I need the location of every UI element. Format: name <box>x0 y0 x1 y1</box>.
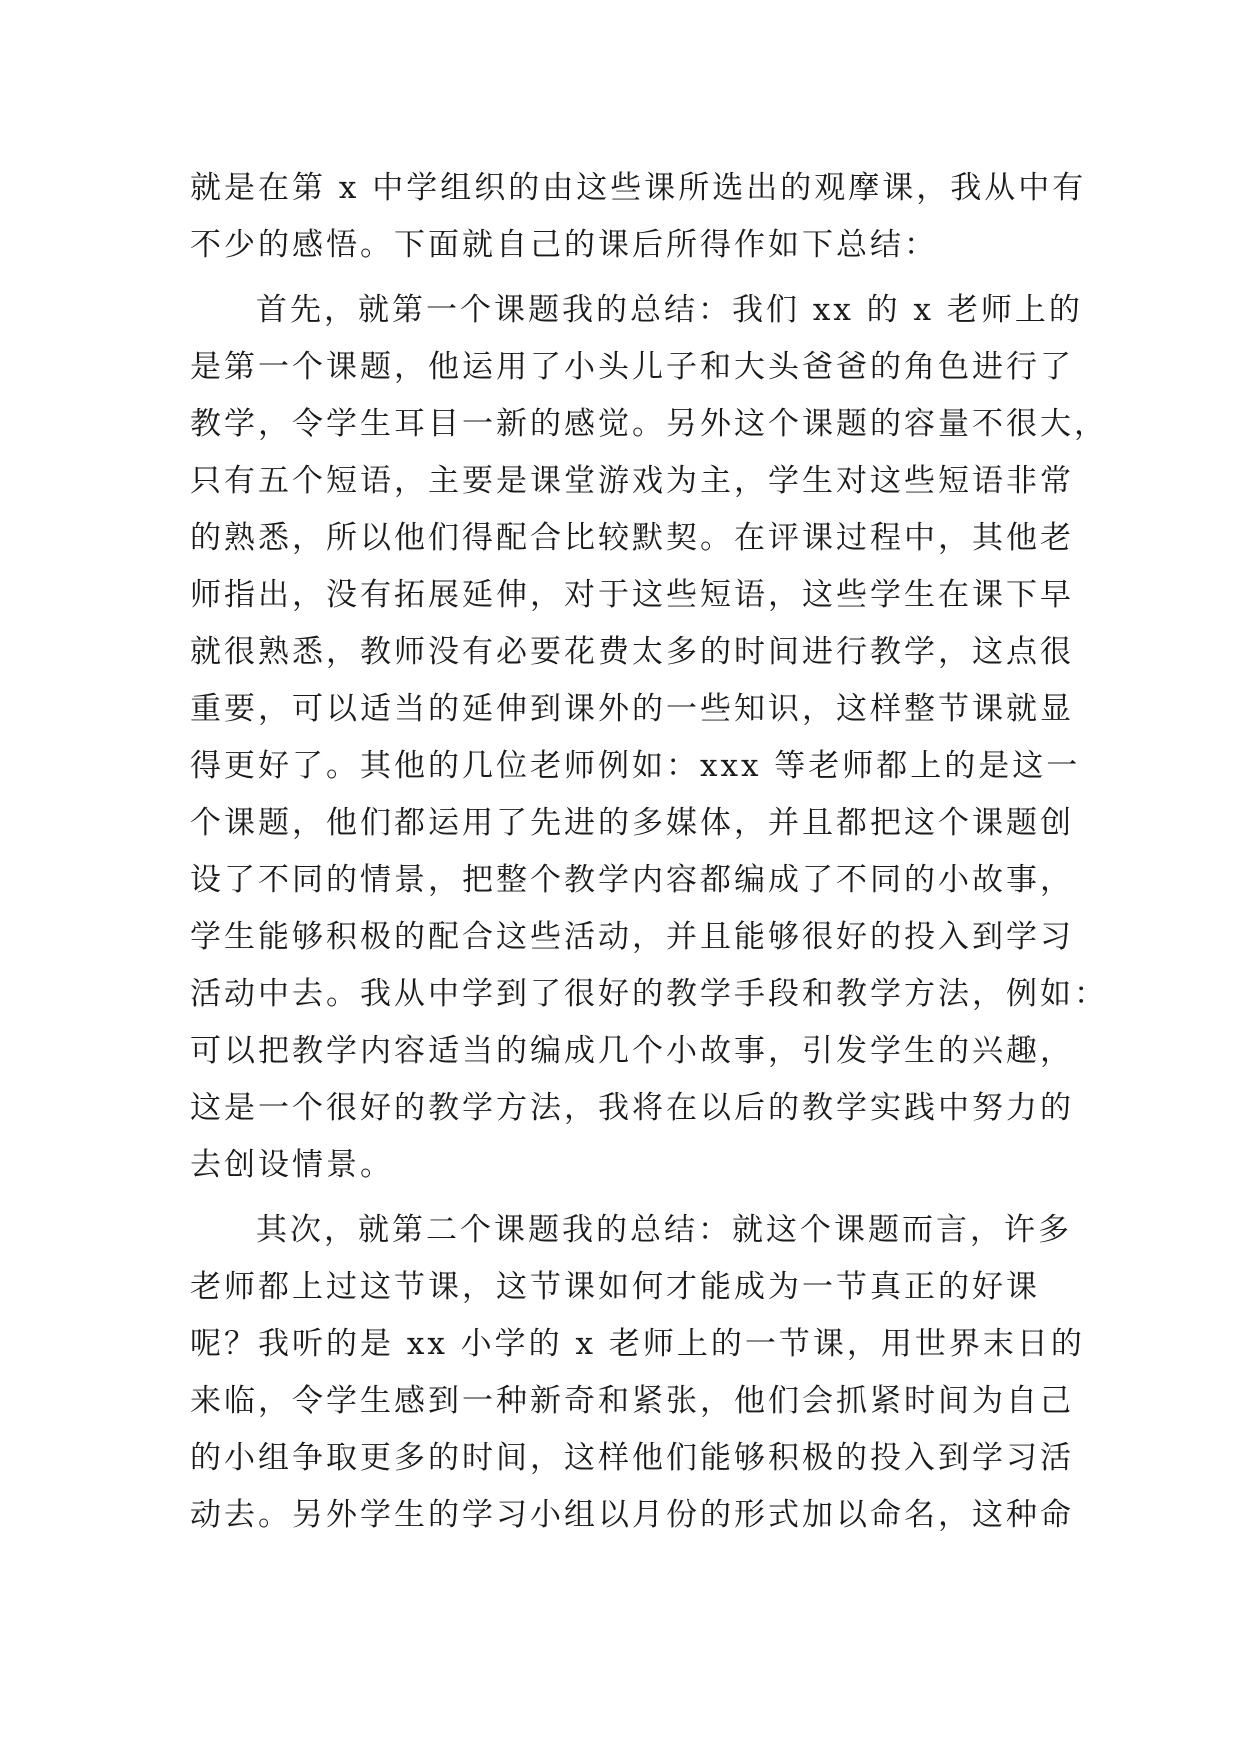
text-line: 只有五个短语，主要是课堂游戏为主，学生对这些短语非常 <box>190 463 1074 499</box>
text-line: 得更好了。其他的几位老师例如：xxx 等老师都上的是这一 <box>190 748 1081 784</box>
paragraph-1 <box>190 160 1087 274</box>
text-line: 可以把教学内容适当的编成几个小故事，引发学生的兴趣， <box>190 1033 1074 1069</box>
text-line: 就很熟悉，教师没有必要花费太多的时间进行教学，这点很 <box>190 634 1074 670</box>
text-line: 其次，就第二个课题我的总结：就这个课题而言，许多 <box>256 1212 1072 1248</box>
text-line: 呢？我听的是 xx 小学的 x 老师上的一节课，用世界末日的 <box>190 1326 1085 1362</box>
text-line: 这是一个很好的教学方法，我将在以后的教学实践中努力的 <box>190 1090 1074 1126</box>
document-body <box>190 160 1108 1544</box>
paragraph-3 <box>190 1202 1085 1544</box>
text-line: 不少的感悟。下面就自己的课后所得作如下总结： <box>190 227 938 263</box>
text-line: 个课题，他们都运用了先进的多媒体，并且都把这个课题创 <box>190 805 1074 841</box>
text-line: 去创设情景。 <box>190 1147 394 1183</box>
text-line: 教学，令学生耳目一新的感觉。另外这个课题的容量不很大， <box>190 406 1108 442</box>
text-line: 老师都上过这节课，这节课如何才能成为一节真正的好课 <box>190 1269 1040 1305</box>
text-line: 活动中去。我从中学到了很好的教学手段和教学方法，例如： <box>190 976 1108 1012</box>
text-line: 的小组争取更多的时间，这样他们能够积极的投入到学习活 <box>190 1440 1074 1476</box>
paragraph-2 <box>190 282 1108 1194</box>
text-line: 重要，可以适当的延伸到课外的一些知识，这样整节课就显 <box>190 691 1074 727</box>
text-line: 设了不同的情景，把整个教学内容都编成了不同的小故事， <box>190 862 1074 898</box>
text-line: 是第一个课题，他运用了小头儿子和大头爸爸的角色进行了 <box>190 349 1074 385</box>
text-line: 师指出，没有拓展延伸，对于这些短语，这些学生在课下早 <box>190 577 1074 613</box>
text-line: 就是在第 x 中学组织的由这些课所选出的观摩课，我从中有 <box>190 170 1087 206</box>
text-line: 学生能够积极的配合这些活动，并且能够很好的投入到学习 <box>190 919 1074 955</box>
text-line: 的熟悉，所以他们得配合比较默契。在评课过程中，其他老 <box>190 520 1074 556</box>
text-line: 来临，令学生感到一种新奇和紧张，他们会抓紧时间为自己 <box>190 1383 1074 1419</box>
text-line: 动去。另外学生的学习小组以月份的形式加以命名，这种命 <box>190 1497 1074 1533</box>
text-line: 首先，就第一个课题我的总结：我们 xx 的 x 老师上的 <box>256 292 1083 328</box>
